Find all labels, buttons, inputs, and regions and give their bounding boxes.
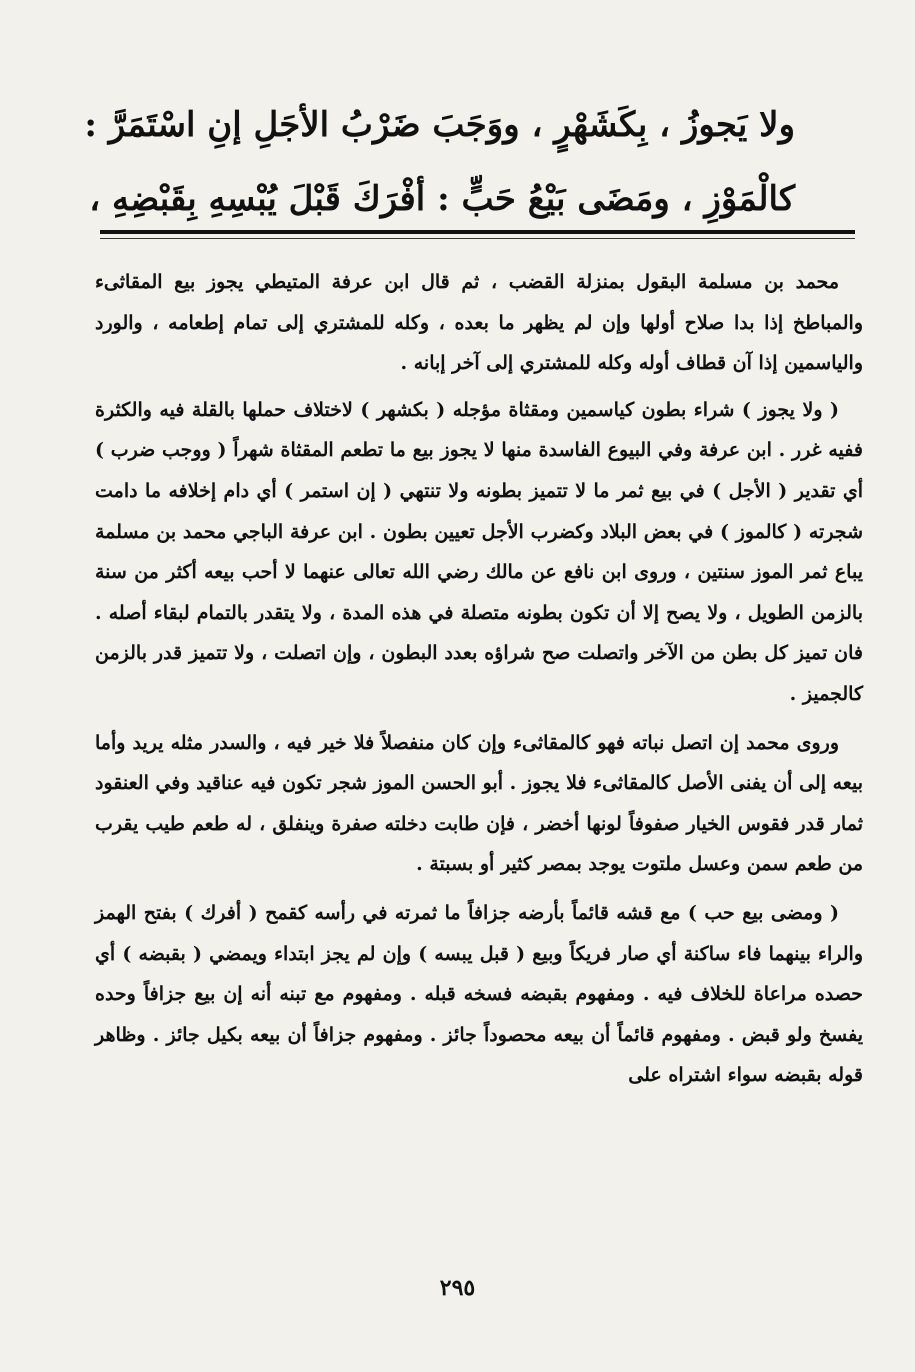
commentary-paragraph: محمد بن مسلمة البقول بمنزلة القضب ، ثم قال ابن عرفة المتيطي يجوز بيع المقاثىء والمباطخ إذا بدا صلاح أولها وإن لم يظهر ما بعده ، وكله للمشتري إلى تمام إطعامه ، والورد والياسمين إذا آن قطاف أوله وكله للمشتري إلى آخر إبانه . <box>95 271 863 375</box>
matn-line-1: ولا يَجوزُ ، بِكَشَهْرٍ ، ووَجَبَ ضَرْبُ الأجَلِ إنِ اسْتَمَرَّ : <box>84 105 795 145</box>
page-number: ٢٩٥ <box>439 1275 476 1301</box>
commentary-paragraph: ( ومضى بيع حب ) مع قشه قائماً بأرضه جزافاً ما ثمرته في رأسه كقمح ( أفرك ) بفتح الهمز والراء بينهما فاء ساكنة أي صار فريكاً وبيع ( قبل يبسه ) وإن لم يجز ابتداء ويمضي ( بقبضه ) أي حصده مراعاة للخلاف فيه . ومفهوم بقبضه فسخه قبله . ومفهوم مع تبنه أنه إن بيع جزافاً وحده يفسخ ولو قبض . ومفهوم قائماً أن بيعه محصوداً جائز . ومفهوم جزافاً أن بيعه بكيل جائز . وظاهر قوله بقبضه سواء اشتراه على <box>95 901 863 1087</box>
separator-rule <box>100 230 855 234</box>
separator-rule-thin <box>100 238 855 239</box>
commentary-text <box>95 262 863 1104</box>
matn-line-2: كالْمَوْزِ ، ومَضَى بَيْعُ حَبٍّ : أفْرَكَ قَبْلَ يُبْسِهِ بِقَبْضِهِ ، <box>89 179 795 219</box>
commentary-paragraph: وروى محمد إن اتصل نباته فهو كالمقاثىء وإن كان منفصلاً فلا خير فيه ، والسدر مثله يريد وأما بيعه إلى أن يفنى الأصل كالمقاثىء فلا يجوز . أبو الحسن الموز شجر تكون فيه عناقيد وفي العنقود ثمار قدر فقوس الخيار صفوفاً لونها أخضر ، فإن طابت دخلته صفرة وينفلق ، له طعم طيب يقرب من طعم سمن وعسل ملتوت يوجد بمصر كثير أو بسبتة . <box>95 731 863 876</box>
commentary-paragraph: ( ولا يجوز ) شراء بطون كياسمين ومقثاة مؤجله ( بكشهر ) لاختلاف حملها بالقلة فيه والكثرة ففيه غرر . ابن عرفة وفي البيوع الفاسدة منها لا يجوز بيع ما تطعم المقثاة شهراً ( ووجب ضرب ) أي تقدير ( الأجل ) في بيع ثمر ما لا تتميز بطونه ولا تنتهي ( إن استمر ) أي دام إخلافه ما دامت شجرته ( كالموز ) في بعض البلاد وكضرب الأجل تعيين بطون . ابن عرفة الباجي محمد بن مسلمة يباع ثمر الموز سنتين ، وروى ابن نافع عن مالك رضي الله تعالى عنهما لا أحب بيعه أكثر من سنة بالزمن الطويل ، ولا يصح إلا أن تكون بطونه متصلة في هذه المدة ، ولا يتقدر بالتمام لبقاء أصله . فان تميز كل بطن من الآخر واتصلت صح شراؤه بعدد البطون ، وإن اتصلت ، ولا تتميز قدر بالزمن كالجميز . <box>95 398 864 705</box>
matn-text <box>84 88 795 236</box>
